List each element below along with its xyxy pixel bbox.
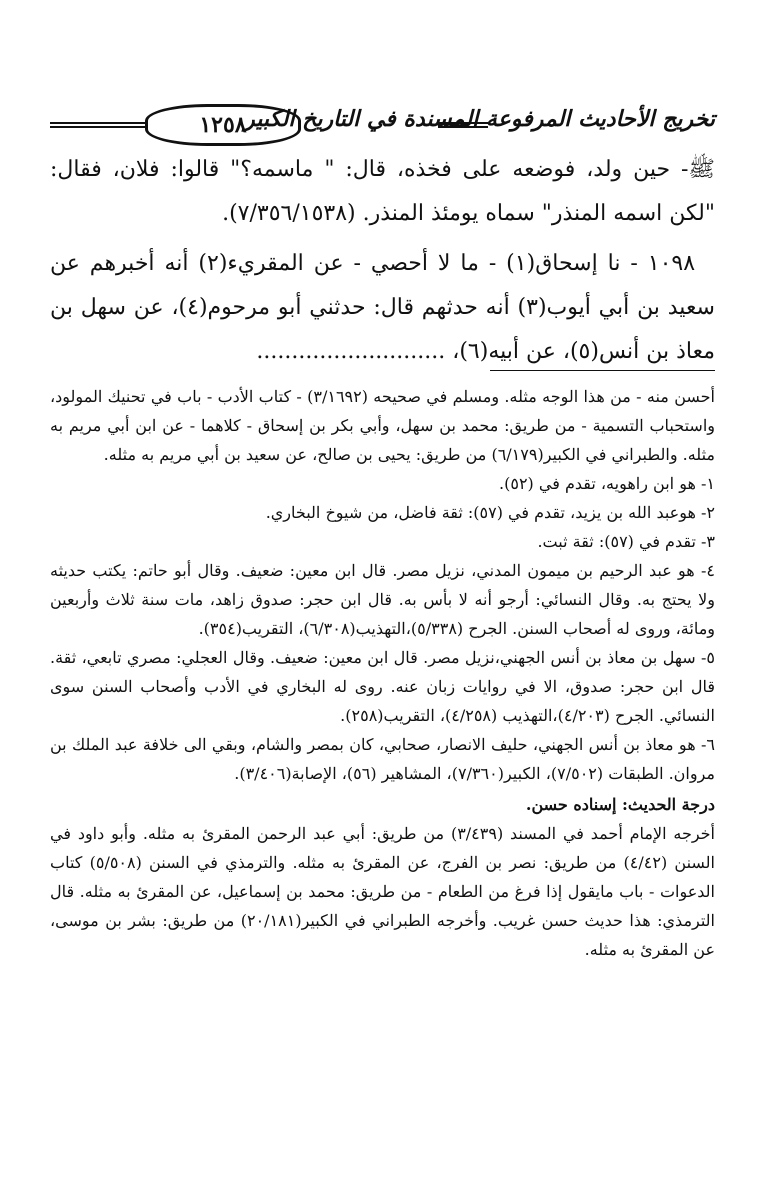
footnote-3: ٣- تقدم في (٥٧): ثقة ثبت.: [537, 532, 715, 551]
running-title: تخريج الأحاديث المرفوعة المسندة في التاريخ الكبير: [244, 106, 715, 132]
footnote-4: ٤- هو عبد الرحيم بن ميمون المدني، نزيل مصر. قال ابن معين: ضعيف. وقال أبو حاتم: يكتب حديثه ولا يحتج به. وقال النسائي: أرجو أنه لا بأس به. قال ابن حجر: صدوق زاهد، مات سنة ثلاث وأربعين ومائة، وروى له أصحاب السنن. الجرح (٥/٣٣٨)،التهذيب(٦/٣٠٨)، التقريب(٣٥٤).: [50, 561, 715, 638]
page-number: ١٢٥٨: [199, 112, 247, 138]
page-header: [50, 100, 715, 150]
header-rule-left: [50, 122, 145, 128]
hadith-grade: درجة الحديث: إسناده حسن.: [525, 795, 715, 814]
footnotes: [50, 382, 715, 964]
footnote-2: ٢- هوعبد الله بن يزيد، تقدم في (٥٧): ثقة فاضل، من شيوخ البخاري.: [265, 503, 715, 522]
main-paragraph-1: ﷺ- حين ولد، فوضعه على فخذه، قال: " ماسمه؟" قالوا: فلان، فقال: "لكن اسمه المنذر" سماه يومئذ المنذر. (٧/٣٥٦/١٥٣٨).: [50, 157, 715, 226]
takhrij: أخرجه الإمام أحمد في المسند (٣/٤٣٩) من طريق: أبي عبد الرحمن المقرئ به مثله. وأبو داود في السنن (٤/٤٢) من طريق: نصر بن الفرج، عن المقرئ به مثله. والترمذي في السنن (٥/٥٠٨) كتاب الدعوات - باب مايقول إذا فرغ من الطعام - من طريق: محمد بن إسماعيل، عن المقرئ به مثله. قال الترمذي: هذا حديث حسن غريب. وأخرجه الطبراني في الكبير(٢٠/١٨١) من طريق: بشر بن موسى، عن المقرئ به مثله.: [50, 824, 716, 959]
footnote-divider: [490, 370, 715, 371]
footnote-intro: أحسن منه - من هذا الوجه مثله. ومسلم في صحيحه (٣/١٦٩٢) - كتاب الأدب - باب في تحنيك المولود، واستحباب التسمية - من طريق: محمد بن سهل، وأبي بكر بن إسحاق - كلاهما - عن ابن أبي مريم به مثله. والطبراني في الكبير(٦/١٧٩) من طريق: يحيى بن صالح، عن سعيد بن أبي مريم به مثله.: [50, 387, 715, 464]
footnote-1: ١- هو ابن راهويه، تقدم في (٥٢).: [499, 474, 715, 493]
hadith-1098: ١٠٩٨ - نا إسحاق(١) - ما لا أحصي - عن المقريء(٢) أنه أخبرهم عن سعيد بن أبي أيوب(٣) أنه حدثهم قال: حدثني أبو مرحوم(٤)، عن سهل بن معاذ بن أنس(٥)، عن أبيه(٦)، ...........................: [50, 251, 715, 364]
footnote-5: ٥- سهل بن معاذ بن أنس الجهني،نزيل مصر. قال ابن معين: ضعيف. وقال العجلي: مصري تابعي، ثقة. قال ابن حجر: صدوق، الا في روايات زبان عنه. روى له البخاري في الأدب وأصحاب السنن سوى النسائي. الجرح (٤/٢٠٣)،التهذيب (٤/٢٥٨)، التقريب(٢٥٨).: [50, 648, 715, 725]
main-text: [50, 148, 715, 374]
footnote-6: ٦- هو معاذ بن أنس الجهني، حليف الانصار، صحابي، كان بمصر والشام، وبقي الى خلافة عبد الملك بن مروان. الطبقات (٧/٥٠٢)، الكبير(٧/٣٦٠)، المشاهير (٥٦)، الإصابة(٣/٤٠٦).: [50, 735, 715, 783]
